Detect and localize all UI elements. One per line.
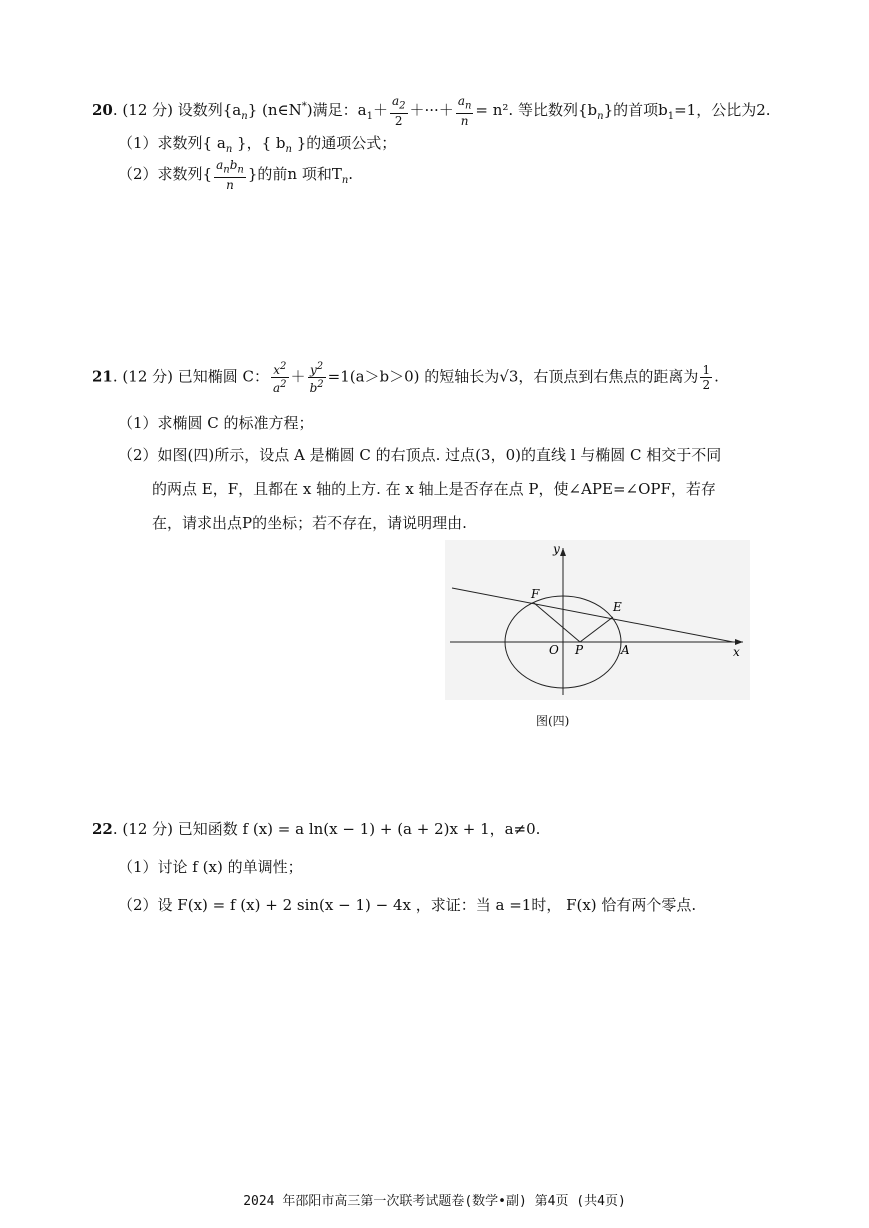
ellipse-figure: [445, 540, 750, 700]
q20-stem: 20. (12 分) 设数列$\{a_n\}$ (n∈N*)满足：$a_1+$ $\frac{a_2}{2}$ ＋···＋ $\frac{a_n}{n}$ = n². 等比数列$\{b_n\}$的首项$b_1=1$，公比为2.: [92, 94, 771, 129]
label-a: A: [621, 643, 630, 657]
q20-part1: （1）求数列{ $a_n$ }，{ $b_n$ }的通项公式；: [118, 134, 397, 155]
label-f: F: [531, 587, 540, 601]
q21-part2-line3: 在，请求出点P的坐标；若不存在，请说明理由.: [152, 514, 467, 532]
q21-part2-line1: （2）如图(四)所示，设点 A 是椭圆 C 的右顶点. 过点(3，0)的直线 l 与椭圆 C 相交于不同: [118, 446, 722, 464]
q21-part2-line2: 的两点 E，F，且都在 x 轴的上方. 在 x 轴上是否存在点 P，使∠APE=∠OPF，若存: [152, 480, 716, 498]
label-e: E: [613, 600, 622, 614]
label-x: x: [733, 645, 740, 659]
q22-stem: 22. (12 分) 已知函数 f (x) = a ln(x − 1) + (a + 2)x + 1，a≠0.: [92, 820, 541, 838]
q21-part1: （1）求椭圆 C 的标准方程；: [118, 414, 314, 432]
figure-background: [445, 540, 750, 700]
label-y: y: [553, 542, 560, 556]
figure-caption: 图(四): [536, 714, 570, 728]
q22-part2: （2）设 F(x) = f (x) + 2 sin(x − 1) − 4x ，求证：当 a =1时， F(x) 恰有两个零点.: [118, 896, 697, 914]
label-p: P: [575, 643, 584, 657]
label-o: O: [549, 643, 559, 657]
q21-stem: 21. (12 分) 已知椭圆 C： $\frac{x^2}{a^2}$ ＋ $\frac{y^2}{b^2}$ =1(a＞b＞0) 的短轴长为√3，右顶点到右焦点的距离为 $\frac{1}{2}$ .: [92, 361, 719, 395]
q20-part2: （2）求数列{ $\frac{a_nb_n}{n}$ }的前n 项和$T_n$.: [118, 158, 354, 193]
page-footer: 2024 年邵阳市高三第一次联考试题卷(数学•副) 第4页 (共4页): [243, 1194, 626, 1209]
q22-part1: （1）讨论 f (x) 的单调性；: [118, 858, 303, 876]
